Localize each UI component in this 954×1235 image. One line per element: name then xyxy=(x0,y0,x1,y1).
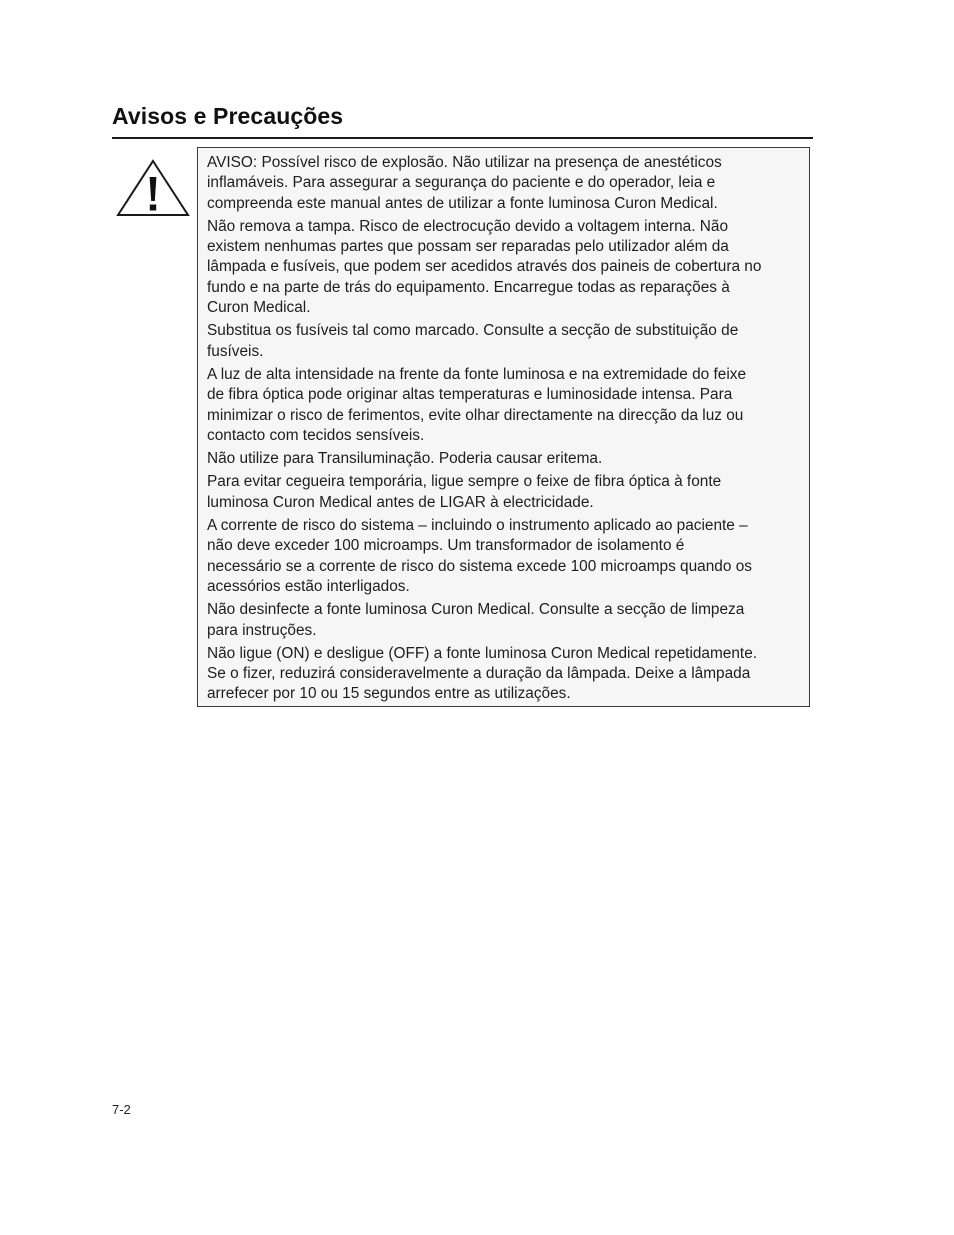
warning-paragraph xyxy=(207,449,799,469)
warning-paragraph xyxy=(207,644,799,705)
warning-line: Substitua os fusíveis tal como marcado. Consulte a secção de substituição de xyxy=(207,322,739,340)
warning-line: não deve exceder 100 microamps. Um transformador de isolamento é xyxy=(207,537,685,555)
warning-line: compreenda este manual antes de utilizar a fonte luminosa Curon Medical. xyxy=(207,194,718,212)
warning-line: A corrente de risco do sistema – incluindo o instrumento aplicado ao paciente – xyxy=(207,517,748,535)
warning-paragraph xyxy=(207,600,799,641)
warning-line: arrefecer por 10 ou 15 segundos entre as utilizações. xyxy=(207,685,571,703)
warning-paragraph xyxy=(207,365,799,446)
warning-box xyxy=(197,147,810,707)
warning-line: contacto com tecidos sensíveis. xyxy=(207,426,425,444)
warning-line: A luz de alta intensidade na frente da fonte luminosa e na extremidade do feixe xyxy=(207,365,747,383)
warning-line: necessário se a corrente de risco do sistema excede 100 microamps quando os xyxy=(207,557,752,575)
warning-line: de fibra óptica pode originar altas temperaturas e luminosidade intensa. Para xyxy=(207,386,733,404)
warning-line: Não ligue (ON) e desligue (OFF) a fonte luminosa Curon Medical repetidamente. xyxy=(207,644,758,662)
warning-line: fundo e na parte de trás do equipamento. Encarregue todas as reparações à xyxy=(207,278,730,296)
page-number: 7-2 xyxy=(112,1102,131,1117)
warning-line: Para evitar cegueira temporária, ligue sempre o feixe de fibra óptica à fonte xyxy=(207,473,722,491)
warning-line: acessórios estão interligados. xyxy=(207,577,410,595)
warning-triangle-icon xyxy=(115,158,191,218)
warning-paragraph xyxy=(207,472,799,513)
warning-line: Não utilize para Transiluminação. Poderia causar eritema. xyxy=(207,450,603,468)
warning-paragraphs xyxy=(207,153,799,705)
warning-paragraph xyxy=(207,217,799,318)
warning-line: existem nenhumas partes que possam ser reparadas pelo utilizador além da xyxy=(207,238,729,256)
warning-line: Curon Medical. xyxy=(207,299,311,317)
warning-line: minimizar o risco de ferimentos, evite olhar directamente na direcção da luz ou xyxy=(207,406,744,424)
warning-paragraph xyxy=(207,153,799,214)
warning-line: lâmpada e fusíveis, que podem ser acedidos através dos paineis de cobertura no xyxy=(207,258,762,276)
warning-line: fusíveis. xyxy=(207,342,264,360)
warning-line: inflamáveis. Para assegurar a segurança do paciente e do operador, leia e xyxy=(207,174,716,192)
page-title: Avisos e Precauções xyxy=(112,103,344,129)
warning-paragraph xyxy=(207,516,799,597)
warning-line: Não remova a tampa. Risco de electrocução devido a voltagem interna. Não xyxy=(207,217,728,235)
warning-line: luminosa Curon Medical antes de LIGAR à electricidade. xyxy=(207,493,594,511)
warning-paragraph xyxy=(207,321,799,362)
warning-line: Não desinfecte a fonte luminosa Curon Medical. Consulte a secção de limpeza xyxy=(207,601,745,619)
warning-line: para instruções. xyxy=(207,621,317,639)
title-divider xyxy=(112,137,813,139)
warning-line: Se o fizer, reduzirá consideravelmente a duração da lâmpada. Deixe a lâmpada xyxy=(207,665,751,683)
warning-line: AVISO: Possível risco de explosão. Não utilizar na presença de anestéticos xyxy=(207,154,722,171)
